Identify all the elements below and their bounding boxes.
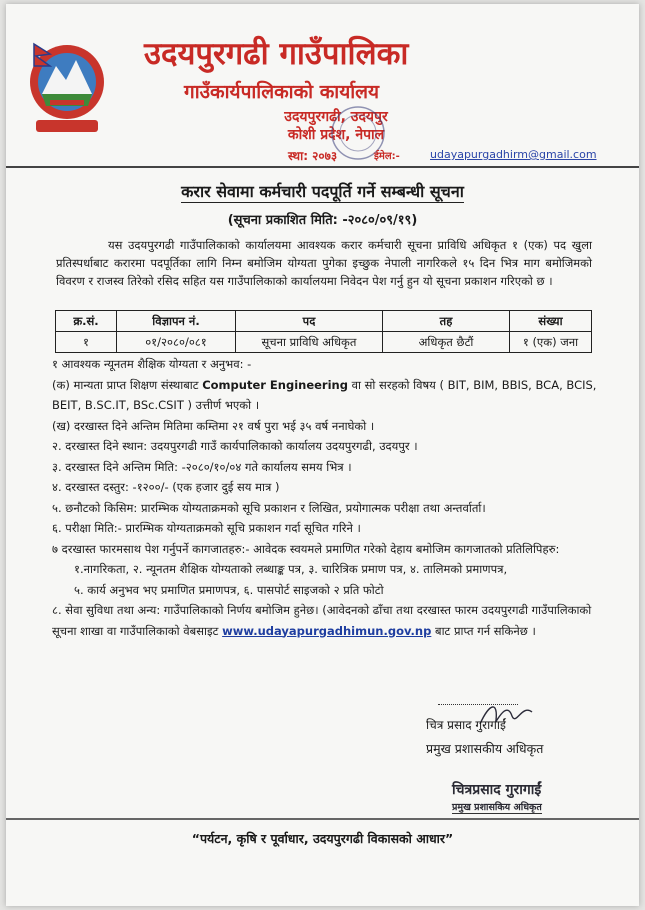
footer-slogan: “पर्यटन, कृषि र पूर्वाधार, उदयपुरगढी विकासको आधार” [191, 831, 454, 846]
application-deadline: ३. दरखास्त दिने अन्तिम मिति: -२०८०/१०/०४ गते कार्यालय समय भित्र । [52, 459, 352, 474]
col-header-advert-no: विज्ञापन नं. [117, 311, 236, 332]
qualification-b: (ख) दरखास्त दिने अन्तिम मितिमा कम्तिमा २१ वर्ष पुरा भई ३५ वर्ष ननाघेको । [52, 418, 375, 433]
intro-paragraph [56, 236, 592, 290]
service-facility-text: ८. सेवा सुविधा तथा अन्य: गाउँपालिकाको निर्णय बमोजिम हुनेछ। (आवेदनको ढाँचा तथा दरखास्त फारम उदयपुरगढी गाउँपालिकाको सूचना शाखा वा गाउँपालिकाको वेबसाइट [52, 603, 592, 638]
qualification-a-suffix: वा सो सरहको विषय ( BIT, BIM, BBIS, BCA, BCIS, BEIT, B.SC.IT, BSc.CSIT ) उत्तीर्ण भएको । [52, 377, 597, 412]
documents-list-1: १.नागरिकता, २. न्यूनतम शैक्षिक योग्यताको लब्धाङ्क पत्र, ३. चारित्रिक प्रमाण पत्र, ४. तालिमको प्रमाणपत्र, [74, 562, 508, 576]
exam-date: ६. परीक्षा मिति:- प्रारम्भिक योग्यताक्रमको सूचि प्रकाशन गर्दा सूचित गरिने । [52, 521, 361, 535]
municipality-emblem-icon [28, 34, 106, 134]
col-header-post: पद [236, 311, 383, 332]
cell-advert-no: ०१/२०८०/०८१ [117, 332, 236, 353]
service-facility [52, 600, 598, 641]
application-fee: ४. दरखास्त दस्तुर: -१२००/- (एक हजार दुई सय मात्र ) [52, 480, 280, 494]
footer-divider [6, 818, 639, 820]
cell-level: अधिकृत छैटौं [383, 332, 510, 353]
cell-sn: १ [56, 332, 117, 353]
table-header-row [56, 311, 592, 332]
qualification-heading: १ आवश्यक न्यूनतम शैक्षिक योग्यता र अनुभव: - [52, 357, 252, 371]
col-header-level: तह [383, 311, 510, 332]
address-line-2: कोशी प्रदेश, नेपाल [287, 127, 385, 143]
email-link[interactable]: udayapurgadhirm@gmail.com [430, 148, 597, 161]
cell-count: १ (एक) जना [510, 332, 592, 353]
selection-method: ५. छनौटको किसिम: प्रारम्भिक योग्यताक्रमको सूचि प्रकाशन र लिखित, प्रयोगात्मक परीक्षा तथा अन्तर्वार्ता। [52, 500, 486, 515]
table-row [56, 332, 592, 353]
col-header-sn: क्र.सं. [56, 311, 117, 332]
publish-date: (सूचना प्रकाशित मिति: -२०८०/०९/१९) [227, 213, 418, 228]
office-subtitle: गाउँकार्यपालिकाको कार्यालय [184, 81, 380, 103]
notice-title-text: करार सेवामा कर्मचारी पदपूर्ति गर्ने सम्बन्धी सूचना [181, 182, 464, 201]
qualification-a-prefix: (क) मान्यता प्राप्त शिक्षण संस्थाबाट [52, 377, 199, 392]
notice-body [52, 354, 598, 641]
seal-role: प्रमुख प्रशासकिय अधिकृत [452, 802, 542, 813]
signatory-name: चित्र प्रसाद गुरागाईं [426, 718, 506, 732]
municipality-title: उदयपुरगढी गाउँपालिका [144, 36, 409, 72]
service-facility-end: बाट प्राप्त गर्न सकिनेछ । [435, 623, 536, 638]
qualification-a [52, 375, 598, 416]
established-year: स्था: २०७३ [288, 149, 338, 163]
required-documents: ७ दरखास्त फारमसाथ पेश गर्नुपर्ने कागजातहरु:- आवेदक स्वयमले प्रमाणित गरेको देहाय बमोजिम कागजातको प्रतिलिपिहरु: [52, 541, 560, 556]
signature-line [438, 704, 518, 705]
website-link[interactable]: www.udayapurgadhimun.gov.np [222, 623, 432, 638]
header-divider [6, 166, 639, 168]
notice-title [6, 180, 639, 202]
intro-text: यस उदयपुरगढी गाउँपालिकाको कार्यालयमा आवश्यक करार कर्मचारी सूचना प्राविधि अधिकृत १ (एक) पद खुला प्रतिस्पर्धाबाट करारमा पदपूर्तिका लागि निम्न बमोजिम योग्यता पुगेका इच्छुक नेपाली नागरिकले १५ दिन भित्र माग बमोजिमको विवरण र राजस्व तिरेको रसिद सहित यस गाउँपालिकाको कार्यालयमा निवेदन पेश गर्नु हुन यो सूचना प्रकाशन गरिएको छ । [56, 238, 592, 288]
application-place: २. दरखास्त दिने स्थान: उदयपुरगढी गाउँ कार्यपालिकाको कार्यालय उदयपुरगढी, उदयपुर । [52, 439, 418, 453]
documents-list-2: ५. कार्य अनुभव भए प्रमाणित प्रमाणपत्र, ६. पासपोर्ट साइजको २ प्रति फोटो [74, 582, 384, 597]
seal-name: चित्रप्रसाद गुरागाईं [452, 782, 542, 798]
vacancy-table [55, 310, 592, 353]
cell-post: सूचना प्राविधि अधिकृत [236, 332, 383, 353]
col-header-count: संख्या [510, 311, 592, 332]
notice-page [6, 4, 639, 906]
signatory-role: प्रमुख प्रशासकीय अधिकृत [426, 741, 544, 756]
email-label: ईमेल:- [374, 151, 400, 162]
qualification-a-degree: Computer Engineering [202, 377, 348, 392]
address-line-1: उदयपुरगढी, उदयपुर [284, 109, 388, 125]
